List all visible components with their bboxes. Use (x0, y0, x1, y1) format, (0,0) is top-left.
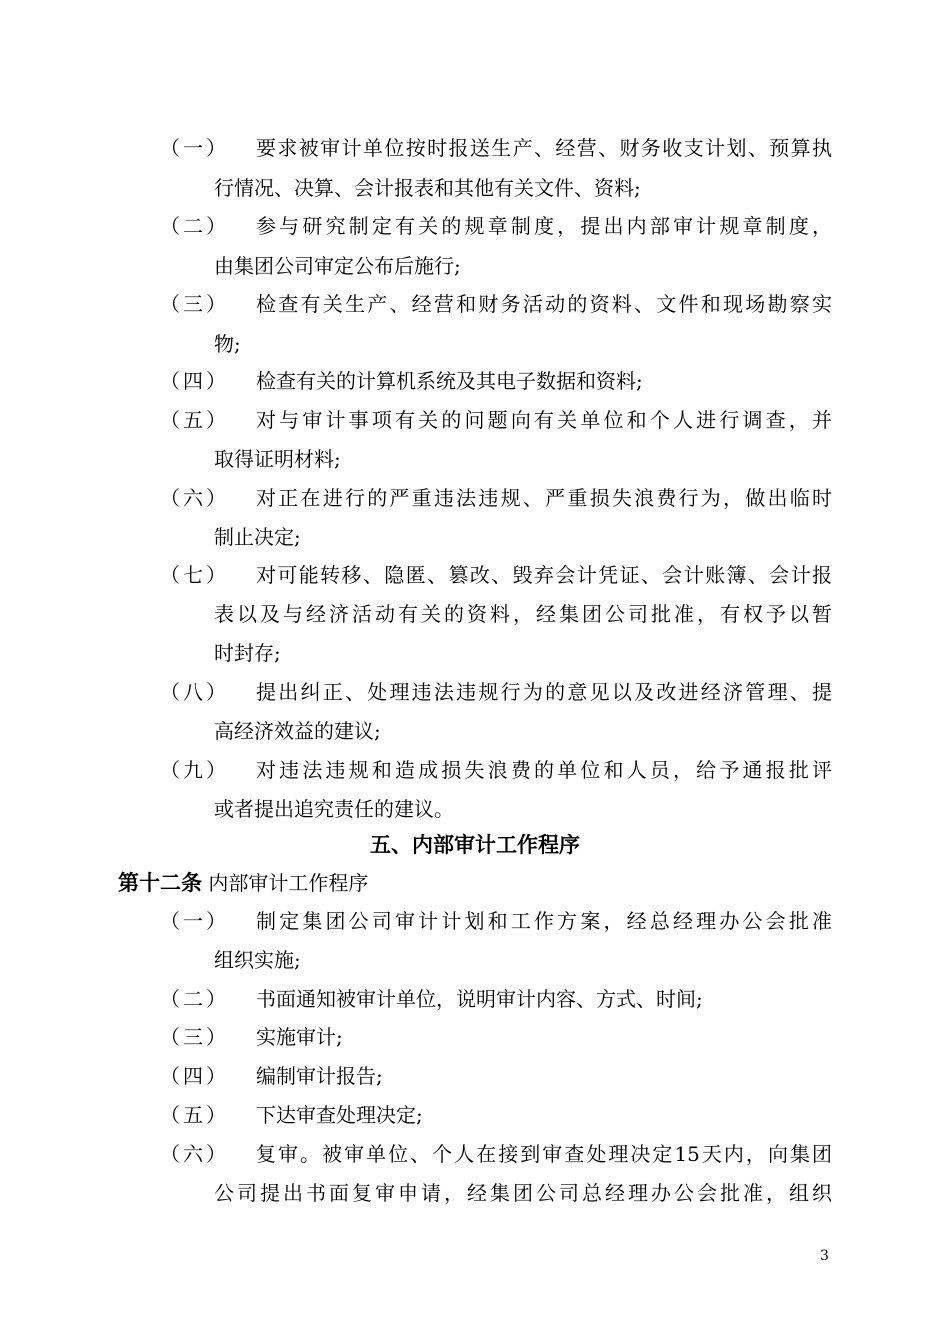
list-item-number: （三） (160, 292, 229, 316)
list-item-text: 公司提出书面复审申请，经集团公司总经理办公会批准，组织 (214, 1181, 832, 1205)
article-label: 第十二条 (118, 870, 202, 895)
list-item-text: 对与审计事项有关的问题向有关单位和个人进行调查，并 (256, 408, 832, 432)
list-item-number: （五） (160, 1103, 229, 1127)
list-item-text: 书面通知被审计单位，说明审计内容、方式、时间; (256, 987, 703, 1011)
list-item-number: （四） (160, 369, 229, 393)
list-item-text: 高经济效益的建议; (214, 719, 381, 743)
list-item-text: 下达审查处理决定; (256, 1103, 423, 1127)
list-item-text: 物; (214, 332, 241, 356)
list-item-text: 实施审计; (256, 1025, 343, 1049)
list-item-text: 或者提出追究责任的建议。 (214, 797, 454, 821)
list-item-number: （九） (160, 758, 229, 782)
article-title: 内部审计工作程序 (208, 871, 369, 895)
list-item-number: （二） (160, 987, 229, 1011)
article-heading (118, 868, 368, 898)
list-item-text: 制止决定; (214, 525, 301, 549)
list-item-text: 检查有关生产、经营和财务活动的资料、文件和现场勘察实 (256, 292, 832, 316)
list-item-text: 制定集团公司审计计划和工作方案，经总经理办公会批准 (256, 909, 832, 933)
list-item-number: （一） (160, 909, 229, 933)
list-item-text: 对可能转移、隐匿、篡改、毁弃会计凭证、会计账簿、会计报 (256, 563, 832, 587)
list-item-number: （一） (160, 136, 229, 160)
list-item-text: 参与研究制定有关的规章制度，提出内部审计规章制度， (256, 214, 832, 238)
page-number: 3 (820, 1248, 829, 1264)
list-item-text: 复审。被审单位、个人在接到审查处理决定15天内，向集团 (256, 1142, 832, 1166)
list-item-text: 表以及与经济活动有关的资料，经集团公司批准，有权予以暂 (214, 602, 832, 626)
list-item-text: 由集团公司审定公布后施行; (214, 254, 461, 278)
list-item-number: （五） (160, 408, 229, 432)
list-item-text: 对正在进行的严重违法违规、严重损失浪费行为，做出临时 (256, 486, 832, 510)
list-item-text: 组织实施; (214, 948, 301, 972)
list-item-text: 编制审计报告; (256, 1064, 383, 1088)
list-item-number: （四） (160, 1064, 229, 1088)
list-item-number: （七） (160, 563, 229, 587)
list-item-text: 取得证明材料; (214, 447, 341, 471)
list-item-number: （六） (160, 486, 229, 510)
section-heading: 五、内部审计工作程序 (370, 832, 580, 857)
list-item-text: 要求被审计单位按时报送生产、经营、财务收支计划、预算执 (256, 136, 832, 160)
list-item-text: 提出纠正、处理违法违规行为的意见以及改进经济管理、提 (256, 680, 832, 704)
list-item-number: （六） (160, 1142, 229, 1166)
list-item-text: 行情况、决算、会计报表和其他有关文件、资料; (214, 176, 641, 200)
list-item-text: 对违法违规和造成损失浪费的单位和人员，给予通报批评 (256, 758, 832, 782)
list-item-text: 检查有关的计算机系统及其电子数据和资料; (256, 369, 643, 393)
list-item-number: （三） (160, 1025, 229, 1049)
list-item-number: （二） (160, 214, 229, 238)
list-item-number: （八） (160, 680, 229, 704)
list-item-text: 时封存; (214, 641, 281, 665)
